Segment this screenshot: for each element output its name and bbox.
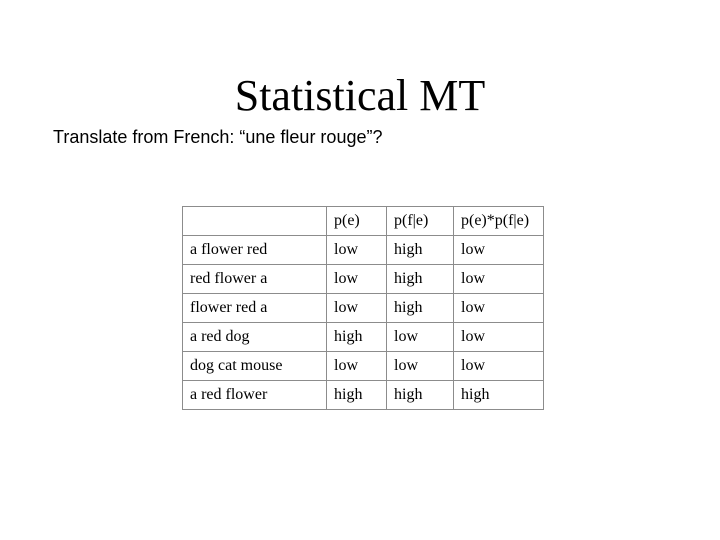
cell-p-e: low xyxy=(327,352,387,381)
cell-phrase: a flower red xyxy=(183,236,327,265)
cell-p-f-given-e: low xyxy=(387,352,454,381)
cell-phrase: flower red a xyxy=(183,294,327,323)
slide-title: Statistical MT xyxy=(234,71,486,120)
cell-product: low xyxy=(454,236,544,265)
header-p-e: p(e) xyxy=(327,207,387,236)
header-product: p(e)*p(f|e) xyxy=(454,207,544,236)
cell-p-f-given-e: high xyxy=(387,381,454,410)
cell-phrase: a red dog xyxy=(183,323,327,352)
cell-p-e: low xyxy=(327,265,387,294)
cell-p-f-given-e: high xyxy=(387,236,454,265)
cell-product: low xyxy=(454,352,544,381)
table-row xyxy=(183,381,544,410)
cell-product: low xyxy=(454,323,544,352)
table-row xyxy=(183,294,544,323)
cell-product: low xyxy=(454,294,544,323)
table-row xyxy=(183,323,544,352)
header-phrase xyxy=(183,207,327,236)
cell-product: low xyxy=(454,265,544,294)
cell-p-e: low xyxy=(327,236,387,265)
cell-phrase: dog cat mouse xyxy=(183,352,327,381)
cell-p-f-given-e: high xyxy=(387,294,454,323)
cell-product: high xyxy=(454,381,544,410)
table-header-row xyxy=(183,207,544,236)
table-row xyxy=(183,236,544,265)
header-p-f-given-e: p(f|e) xyxy=(387,207,454,236)
cell-p-e: high xyxy=(327,323,387,352)
probability-table xyxy=(182,206,544,410)
cell-p-f-given-e: low xyxy=(387,323,454,352)
cell-p-e: high xyxy=(327,381,387,410)
table-row xyxy=(183,352,544,381)
cell-phrase: a red flower xyxy=(183,381,327,410)
cell-phrase: red flower a xyxy=(183,265,327,294)
table-row xyxy=(183,265,544,294)
cell-p-e: low xyxy=(327,294,387,323)
slide-subtitle: Translate from French: “une fleur rouge”? xyxy=(53,127,383,147)
cell-p-f-given-e: high xyxy=(387,265,454,294)
